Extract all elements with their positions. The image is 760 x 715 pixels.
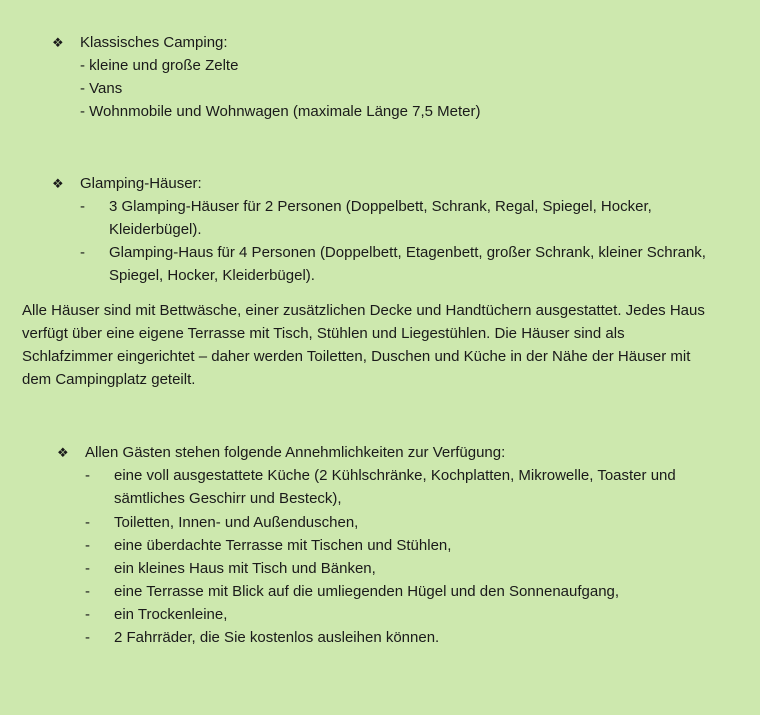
list-item: - Wohnmobile und Wohnwagen (maximale Länge 7,5 Meter) xyxy=(80,103,481,120)
section-heading: Glamping-Häuser: xyxy=(80,175,202,192)
list-item: eine überdachte Terrasse mit Tischen und Stühlen, xyxy=(114,537,452,554)
dash-bullet: - xyxy=(80,198,85,215)
list-item: ein Trockenleine, xyxy=(114,606,228,623)
list-item: 3 Glamping-Häuser für 2 Personen (Doppelbett, Schrank, Regal, Spiegel, Hocker, xyxy=(109,198,652,215)
paragraph-line: Schlafzimmer eingerichtet – daher werden Toiletten, Duschen und Küche in der Nähe der Häuser mit xyxy=(22,348,691,365)
dash-bullet: - xyxy=(85,537,90,554)
list-item: 2 Fahrräder, die Sie kostenlos ausleihen können. xyxy=(114,629,440,646)
dash-bullet: - xyxy=(85,560,90,577)
diamond-bullet-icon: ❖ xyxy=(52,35,64,50)
list-item: - kleine und große Zelte xyxy=(80,57,239,74)
list-item-continuation: sämtliches Geschirr und Besteck), xyxy=(114,490,342,507)
dash-bullet: - xyxy=(85,629,90,646)
dash-bullet: - xyxy=(85,606,90,623)
dash-bullet: - xyxy=(85,467,90,484)
section-heading: Klassisches Camping: xyxy=(80,34,228,51)
paragraph-line: verfügt über eine eigene Terrasse mit Tisch, Stühlen und Liegestühlen. Die Häuser sind als xyxy=(22,325,625,342)
dash-bullet: - xyxy=(85,583,90,600)
list-item: Toiletten, Innen- und Außenduschen, xyxy=(114,514,359,531)
list-item: ein kleines Haus mit Tisch und Bänken, xyxy=(114,560,376,577)
list-item-continuation: Kleiderbügel). xyxy=(109,221,202,238)
list-item: eine voll ausgestattete Küche (2 Kühlschränke, Kochplatten, Mikrowelle, Toaster und xyxy=(114,467,676,484)
list-item: eine Terrasse mit Blick auf die umliegenden Hügel und den Sonnenaufgang, xyxy=(114,583,620,600)
dash-bullet: - xyxy=(85,514,90,531)
paragraph-line: dem Campingplatz geteilt. xyxy=(22,371,196,388)
list-item: Glamping-Haus für 4 Personen (Doppelbett, Etagenbett, großer Schrank, kleiner Schrank, xyxy=(109,244,706,261)
section-heading: Allen Gästen stehen folgende Annehmlichkeiten zur Verfügung: xyxy=(85,444,506,461)
list-item-continuation: Spiegel, Hocker, Kleiderbügel). xyxy=(109,267,315,284)
list-item: - Vans xyxy=(80,80,123,97)
diamond-bullet-icon: ❖ xyxy=(57,445,69,460)
dash-bullet: - xyxy=(80,244,85,261)
diamond-bullet-icon: ❖ xyxy=(52,176,64,191)
paragraph-line: Alle Häuser sind mit Bettwäsche, einer zusätzlichen Decke und Handtüchern ausgestattet. Jedes Haus xyxy=(22,302,705,319)
